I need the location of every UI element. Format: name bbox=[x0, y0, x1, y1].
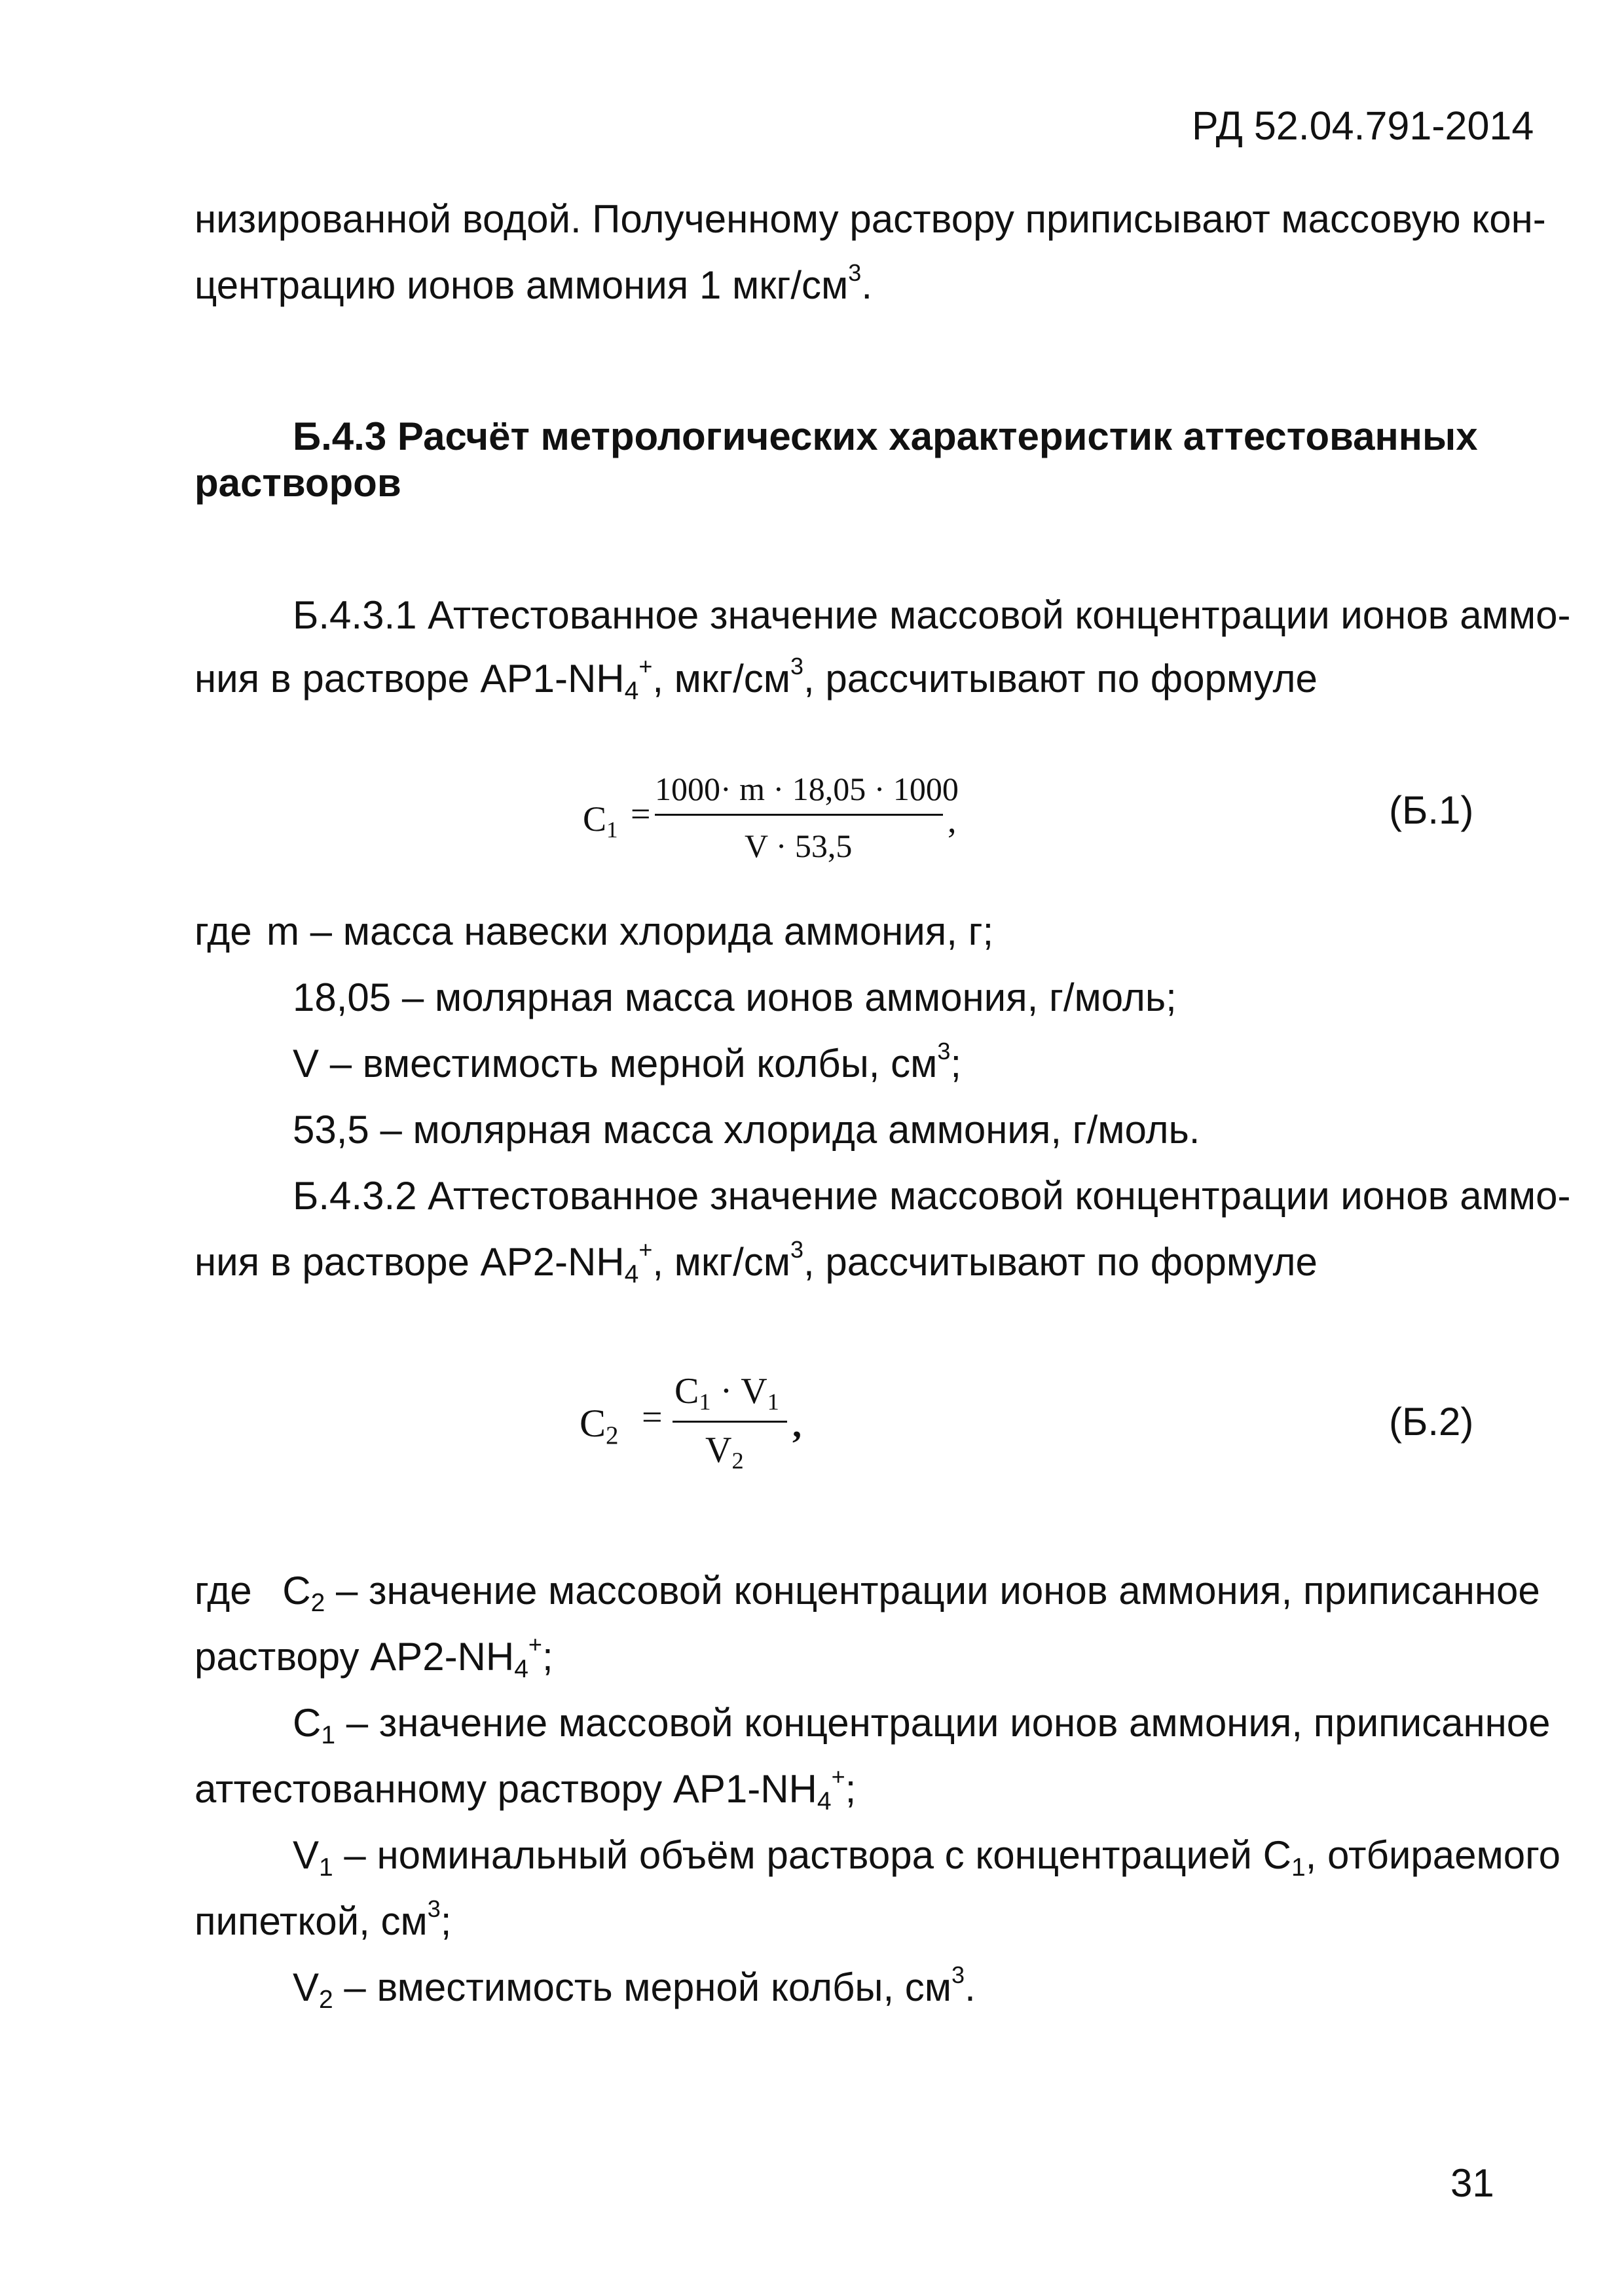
formula-1-fraction-bar bbox=[655, 814, 943, 816]
where-2-v1-sub: 1 bbox=[319, 1853, 333, 1882]
page-number: 31 bbox=[1450, 2161, 1494, 2205]
intro-line-2 bbox=[194, 259, 872, 307]
where-2-c2-cont-sub: 4 bbox=[514, 1654, 528, 1683]
where-2-v2-text: – вместимость мерной колбы, см bbox=[333, 1965, 952, 2009]
where-2-v1-text-b: , отбираемого bbox=[1305, 1833, 1561, 1877]
p2-sup: + bbox=[638, 1236, 653, 1263]
where-2-c2-continuation bbox=[194, 1631, 553, 1683]
formula-2-num-v: V bbox=[741, 1371, 767, 1412]
where-2-v1-symbol: V bbox=[293, 1833, 320, 1877]
where-1-word: где bbox=[194, 909, 252, 953]
p1-text-c: , рассчитывают по формуле bbox=[803, 657, 1318, 701]
formula-2-comma: , bbox=[792, 1405, 802, 1446]
intro-line-1: низированной водой. Полученному раствору приписывают массовую кон- bbox=[194, 197, 1546, 241]
where-2-v2-end: . bbox=[965, 1965, 976, 2009]
formula-1-lhs-sub: 1 bbox=[606, 816, 618, 843]
where-2-c2-line bbox=[194, 1569, 1540, 1617]
p1-text-b: , мкг/см bbox=[652, 657, 790, 701]
formula-2-lhs bbox=[580, 1401, 619, 1449]
where-2-v2-line bbox=[293, 1961, 976, 2014]
intro-line-2-end: . bbox=[861, 263, 872, 307]
where-2-c2-text: – значение массовой концентрации ионов аммония, приписанное bbox=[325, 1569, 1540, 1613]
formula-2-num-c-sub: 1 bbox=[699, 1389, 711, 1415]
formula-2-numerator bbox=[674, 1370, 779, 1415]
formula-1-lhs bbox=[583, 799, 618, 843]
where-2-c1-cont-end: ; bbox=[845, 1767, 857, 1811]
where-2-c1-symbol: C bbox=[293, 1701, 322, 1745]
where-2-c2-sub: 2 bbox=[310, 1588, 325, 1617]
where-2-c2 bbox=[282, 1569, 325, 1617]
formula-1-comma: , bbox=[948, 801, 957, 840]
where-1-item-volume bbox=[293, 1038, 962, 1085]
formula-2-label: (Б.2) bbox=[1389, 1400, 1474, 1444]
where-1-item-m: m – масса навески хлорида аммония, г; bbox=[267, 909, 994, 953]
where-1-item-volume-end: ; bbox=[950, 1042, 962, 1085]
where-2-c1-text: – значение массовой концентрации ионов аммония, приписанное bbox=[335, 1701, 1551, 1745]
where-1-item-molar-chloride: 53,5 – молярная масса хлорида аммония, г/моль. bbox=[293, 1108, 1200, 1152]
where-2-word: где bbox=[194, 1569, 252, 1613]
where-2-v2-sup: 3 bbox=[951, 1961, 965, 1988]
where-2-v2-sub: 2 bbox=[319, 1985, 333, 2014]
p1-text-a: ния в растворе АР1-NH bbox=[194, 657, 625, 701]
where-2-c2-cont-sup: + bbox=[528, 1631, 542, 1658]
formula-1-denominator: V · 53,5 bbox=[745, 828, 853, 864]
where-2-v1-cont-sup: 3 bbox=[427, 1895, 441, 1922]
document-code: РД 52.04.791-2014 bbox=[1192, 103, 1534, 148]
p2-sup2: 3 bbox=[790, 1236, 804, 1263]
where-2-v1-cont-text: пипеткой, см bbox=[194, 1899, 428, 1943]
p2-text-c: , рассчитывают по формуле bbox=[803, 1240, 1318, 1284]
intro-line-2-text: центрацию ионов аммония 1 мкг/см bbox=[194, 263, 849, 307]
formula-2-den-v-sub: 2 bbox=[731, 1448, 744, 1474]
formula-1-equals: = bbox=[631, 794, 651, 833]
where-2-v1-text-a: – номинальный объём раствора с концентрацией C bbox=[333, 1833, 1291, 1877]
formula-1-label: (Б.1) bbox=[1389, 788, 1474, 832]
p2-sub: 4 bbox=[624, 1260, 639, 1288]
p1-sup: + bbox=[638, 653, 653, 680]
formula-2-equals: = bbox=[642, 1397, 663, 1438]
where-2-c1-cont-sub: 4 bbox=[817, 1787, 832, 1815]
formula-2-num-dot: · bbox=[720, 1371, 733, 1412]
where-2-c1-cont-text: аттестованному раствору АР1-NH bbox=[194, 1767, 817, 1811]
paragraph-2-line-2 bbox=[194, 1236, 1318, 1288]
formula-2-denominator bbox=[705, 1429, 744, 1474]
formula-1-numerator: 1000· m · 18,05 · 1000 bbox=[655, 771, 959, 807]
where-2-v1-line bbox=[293, 1833, 1561, 1882]
where-2-v1-continuation bbox=[194, 1895, 452, 1943]
where-1-item-volume-sup: 3 bbox=[937, 1038, 951, 1065]
where-1-item-molar-ion: 18,05 – молярная масса ионов аммония, г/моль; bbox=[293, 975, 1177, 1019]
where-2-c1-sub: 1 bbox=[321, 1721, 336, 1749]
where-2-c1-cont-sup: + bbox=[831, 1763, 845, 1790]
intro-sup: 3 bbox=[848, 259, 862, 286]
where-2-c1-continuation bbox=[194, 1763, 857, 1815]
section-heading-line-2: растворов bbox=[194, 461, 401, 505]
p1-sub: 4 bbox=[624, 676, 639, 705]
formula-1-lhs-symbol: C bbox=[583, 799, 607, 839]
where-1-item-volume-text: V – вместимость мерной колбы, см bbox=[293, 1042, 938, 1085]
paragraph-1-line-2 bbox=[194, 653, 1318, 705]
formula-2-num-c: C bbox=[674, 1371, 699, 1412]
p2-text-b: , мкг/см bbox=[652, 1240, 790, 1284]
where-2-c2-cont-text: раствору АР2-NH bbox=[194, 1635, 515, 1679]
formula-2-lhs-sub: 2 bbox=[606, 1421, 619, 1449]
paragraph-2-line-1: Б.4.3.2 Аттестованное значение массовой концентрации ионов аммо- bbox=[293, 1174, 1571, 1218]
formula-2-fraction-bar bbox=[673, 1421, 787, 1423]
paragraph-1-line-1: Б.4.3.1 Аттестованное значение массовой концентрации ионов аммо- bbox=[293, 593, 1571, 637]
where-2-c1-line bbox=[293, 1701, 1551, 1749]
section-heading-line-1: Б.4.3 Расчёт метрологических характеристик аттестованных bbox=[293, 414, 1478, 458]
where-2-v1-text-sub: 1 bbox=[1291, 1853, 1306, 1882]
p2-text-a: ния в растворе АР2-NH bbox=[194, 1240, 625, 1284]
where-2-v2-symbol: V bbox=[293, 1965, 320, 2009]
formula-2-lhs-symbol: C bbox=[580, 1402, 606, 1445]
where-2-v1-cont-end: ; bbox=[440, 1899, 452, 1943]
formula-2-den-v: V bbox=[705, 1430, 732, 1470]
where-2-c2-cont-end: ; bbox=[542, 1635, 553, 1679]
where-2-c2-symbol: C bbox=[282, 1569, 311, 1613]
p1-sup2: 3 bbox=[790, 653, 804, 680]
formula-2-num-v-sub: 1 bbox=[767, 1389, 779, 1415]
